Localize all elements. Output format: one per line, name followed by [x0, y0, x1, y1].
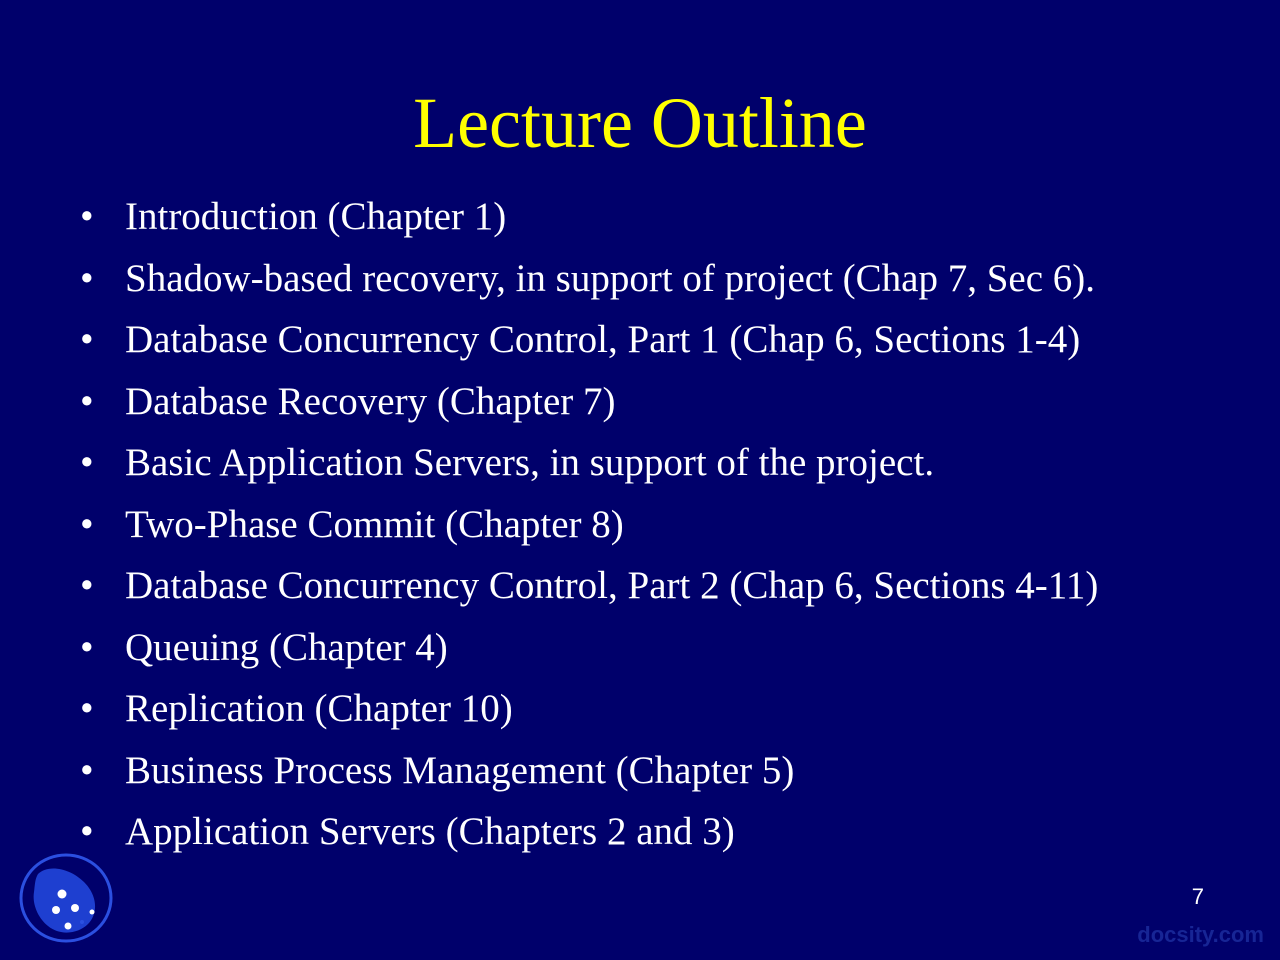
bullet-text: Queuing (Chapter 4) — [125, 625, 448, 669]
bullet-text: Replication (Chapter 10) — [125, 687, 513, 730]
bullet-text: Two-Phase Commit (Chapter 8) — [125, 502, 624, 546]
page-number: 7 — [1191, 884, 1204, 909]
bullet-icon: • — [80, 564, 94, 607]
slide-title: Lecture Outline — [413, 83, 867, 163]
bullet-icon: • — [80, 256, 94, 300]
bullet-text: Database Concurrency Control, Part 2 (Chap 6, Sections 4-11) — [125, 564, 1099, 607]
bullet-icon: • — [80, 441, 94, 484]
bullet-text: Database Concurrency Control, Part 1 (Chap 6, Sections 1-4) — [125, 318, 1081, 361]
bullet-icon: • — [80, 379, 94, 423]
bullet-icon: • — [80, 748, 94, 792]
list-item — [72, 371, 1252, 433]
bullet-text: Shadow-based recovery, in support of project (Chap 7, Sec 6). — [125, 256, 1096, 300]
list-item — [72, 678, 1252, 740]
list-item — [72, 617, 1252, 679]
bullet-text: Basic Application Servers, in support of the project. — [125, 441, 935, 484]
list-item — [72, 248, 1252, 310]
list-item — [72, 555, 1252, 617]
bullet-icon: • — [80, 195, 94, 238]
bullet-text: Business Process Management (Chapter 5) — [125, 748, 795, 792]
list-item — [72, 801, 1252, 863]
list-item — [72, 432, 1252, 494]
bullet-text: Application Servers (Chapters 2 and 3) — [125, 810, 735, 853]
bullet-list — [72, 186, 1252, 863]
university-seal-icon — [18, 852, 114, 944]
bullet-icon: • — [80, 810, 94, 853]
bullet-icon: • — [80, 502, 94, 546]
bullet-text: Introduction (Chapter 1) — [125, 195, 507, 238]
list-item — [72, 494, 1252, 556]
list-item — [72, 186, 1252, 248]
bullet-text: Database Recovery (Chapter 7) — [125, 379, 616, 423]
watermark: docsity.com — [1137, 922, 1264, 947]
bullet-icon: • — [80, 625, 94, 669]
list-item — [72, 740, 1252, 802]
list-item — [72, 309, 1252, 371]
bullet-icon: • — [80, 687, 94, 730]
bullet-icon: • — [80, 318, 94, 361]
